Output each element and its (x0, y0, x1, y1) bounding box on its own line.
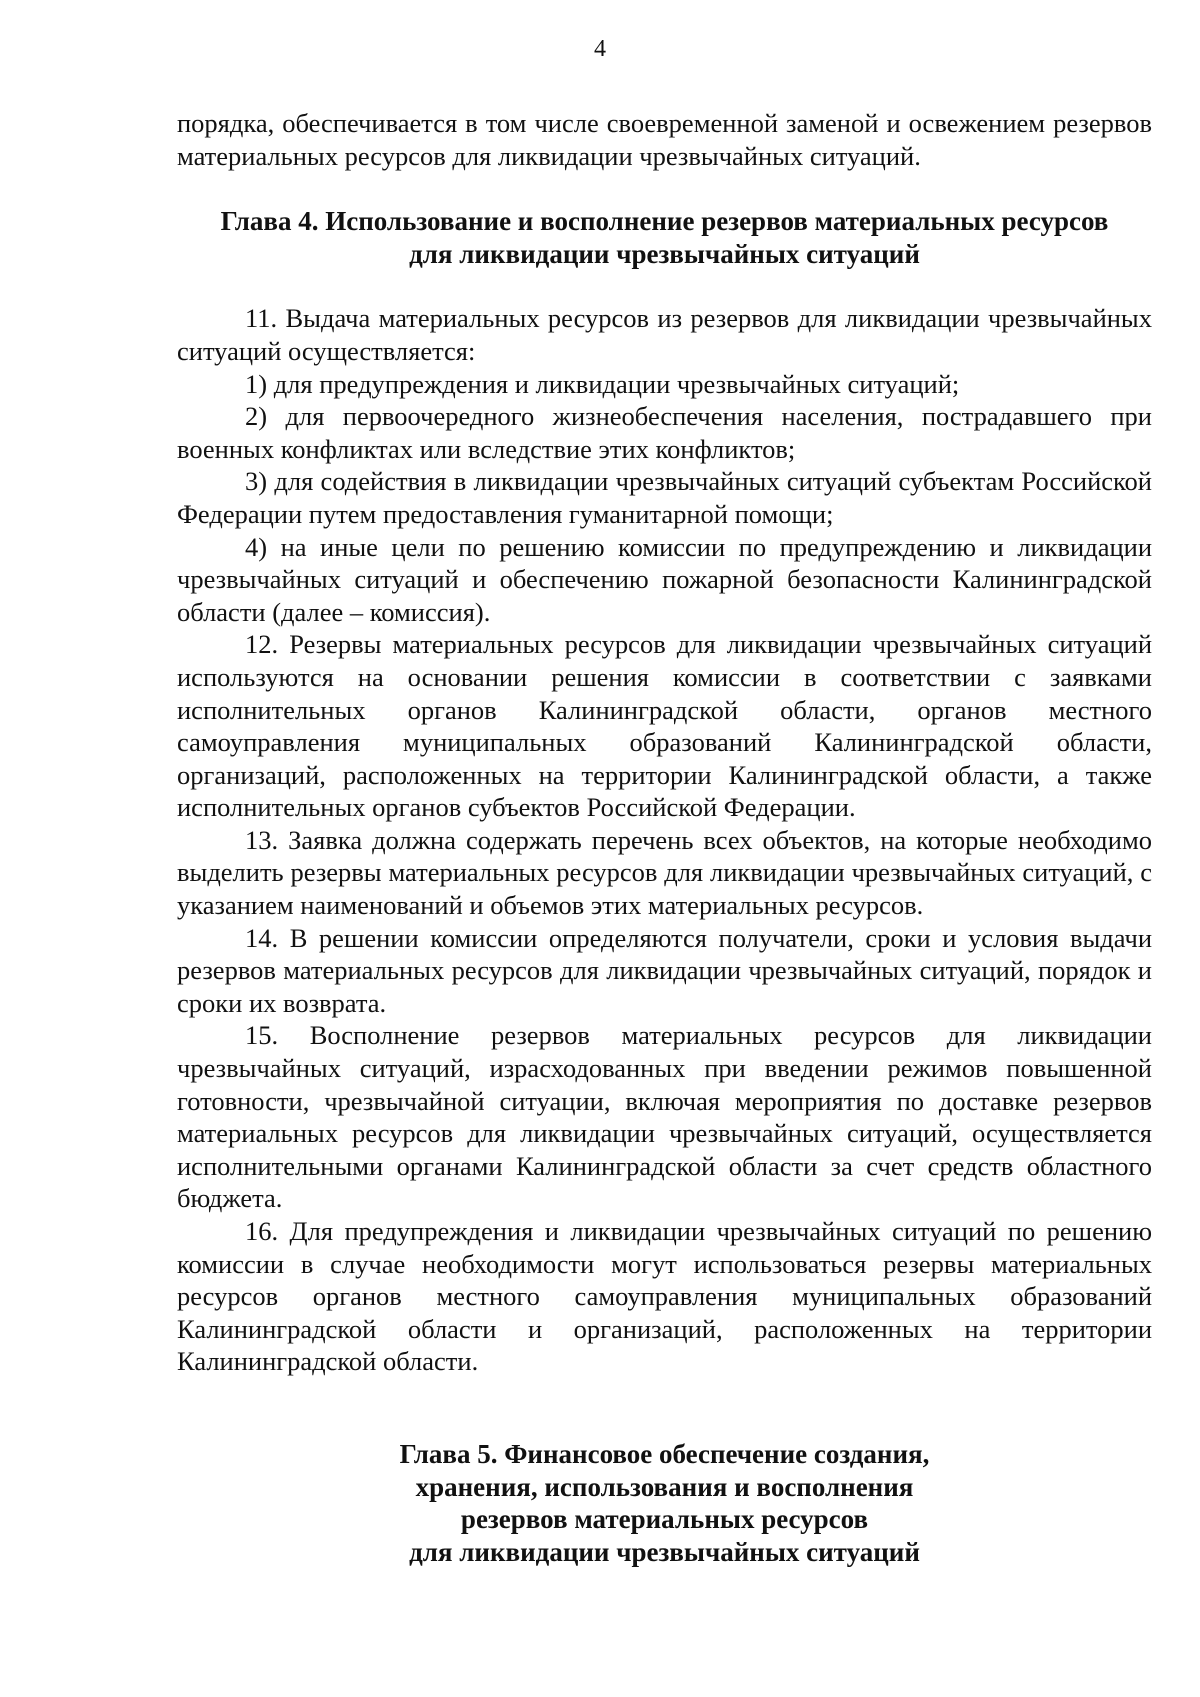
chapter-5-title-line-1: Глава 5. Финансовое обеспечение создания, (399, 1438, 930, 1469)
chapter-4-heading (177, 205, 1152, 270)
chapter-5-title-line-2: хранения, использования и восполнения (415, 1471, 914, 1502)
paragraph-16: 16. Для предупреждения и ликвидации чрезвычайных ситуаций по решению комиссии в случае необходимости могут использоваться резервы материальных ресурсов органов местного самоуправления муниципальных образований Калининградской области и организаций, расположенных на территории Калининградской области. (177, 1216, 1152, 1377)
chapter-5-title-line-4: для ликвидации чрезвычайных ситуаций (409, 1536, 920, 1567)
chapter-5-title-line-3: резервов материальных ресурсов (460, 1504, 869, 1535)
list-item-1: 1) для предупреждения и ликвидации чрезвычайных ситуаций; (245, 368, 960, 399)
document-body (177, 107, 1152, 1568)
paragraph-13: 13. Заявка должна содержать перечень всех объектов, на которые необходимо выделить резервы материальных ресурсов для ликвидации чрезвычайных ситуаций, с указанием наименований и объемов этих материальных ресурсов. (177, 824, 1152, 921)
list-item-3: 3) для содействия в ликвидации чрезвычайных ситуаций субъектам Российской Федерации путем предоставления гуманитарной помощи; (177, 466, 1152, 529)
paragraph-12: 12. Резервы материальных ресурсов для ликвидации чрезвычайных ситуаций используются на основании решения комиссии в соответствии с заявками исполнительных органов Калининградской области, органов местного самоуправления муниципальных образований Калининградской области, организаций, расположенных на территории Калининградской области, а также исполнительных органов субъектов Российской Федерации. (177, 629, 1152, 823)
list-item-2: 2) для первоочередного жизнеобеспечения населения, пострадавшего при военных конфликтах или вследствие этих конфликтов; (177, 401, 1152, 464)
chapter-4-title-line-1: Глава 4. Использование и восполнение резервов материальных ресурсов (220, 206, 1109, 237)
paragraph-11: 11. Выдача материальных ресурсов из резервов для ликвидации чрезвычайных ситуаций осуществляется: (177, 303, 1152, 366)
page-number: 4 (594, 36, 606, 62)
paragraph-14: 14. В решении комиссии определяются получатели, сроки и условия выдачи резервов материальных ресурсов для ликвидации чрезвычайных ситуаций, порядок и сроки их возврата. (177, 922, 1152, 1018)
paragraph-15: 15. Восполнение резервов материальных ресурсов для ликвидации чрезвычайных ситуаций, израсходованных при введении режимов повышенной готовности, чрезвычайной ситуации, включая мероприятия по доставке резервов материальных ресурсов для ликвидации чрезвычайных ситуаций, осуществляется исполнительными органами Калининградской области за счет средств областного бюджета. (177, 1020, 1152, 1214)
list-item-4: 4) на иные цели по решению комиссии по предупреждению и ликвидации чрезвычайных ситуаций и обеспечению пожарной безопасности Калининградской области (далее – комиссия). (177, 531, 1152, 627)
chapter-5-heading (177, 1438, 1152, 1568)
chapter-4-title-line-2: для ликвидации чрезвычайных ситуаций (409, 238, 920, 269)
intro-paragraph: порядка, обеспечивается в том числе своевременной заменой и освежением резервов материальных ресурсов для ликвидации чрезвычайных ситуаций. (177, 108, 1152, 171)
